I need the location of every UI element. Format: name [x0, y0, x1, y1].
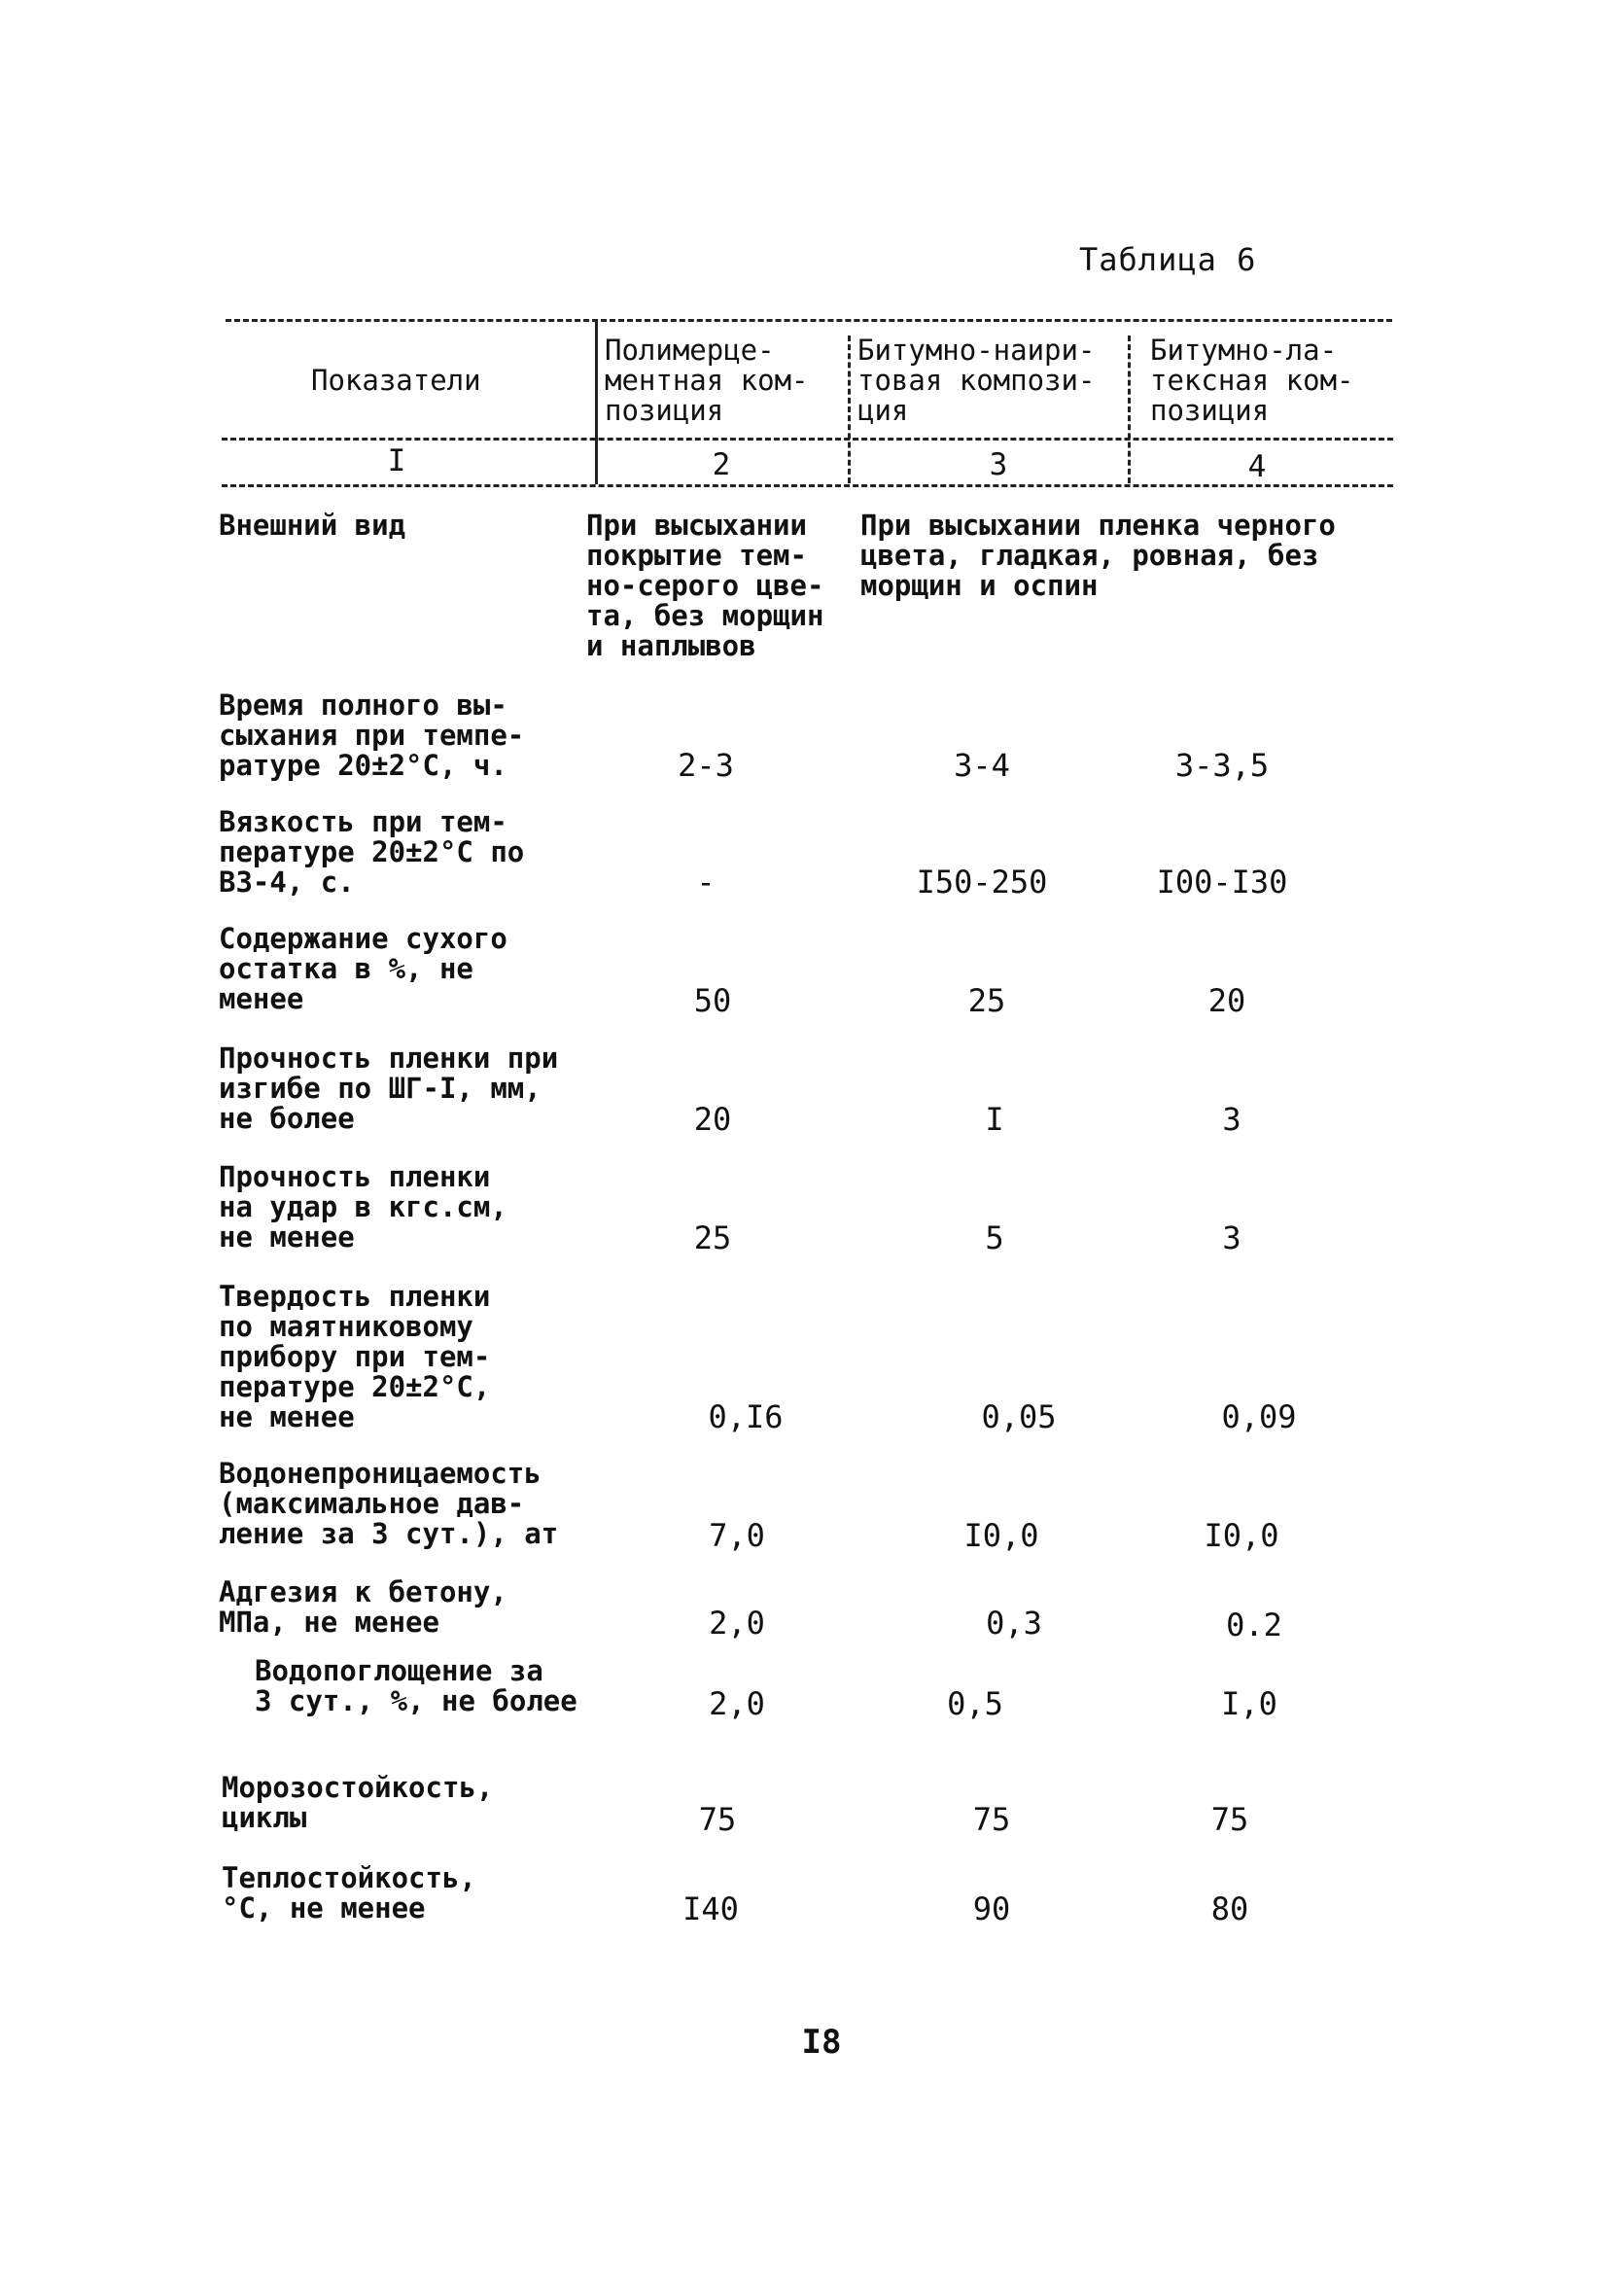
dry-residue-col2: 50 [693, 982, 732, 1019]
viscosity-col2: - [696, 864, 716, 901]
frost-resistance-col2: 75 [698, 1801, 737, 1838]
column-number-3: 3 [989, 447, 1008, 482]
row-label-water-impermeability: Водонепроницаемость (максимальное дав- ление за 3 сут.), ат [219, 1457, 559, 1550]
impact-strength-col3: 5 [985, 1219, 1004, 1256]
bending-strength-col2: 20 [693, 1101, 732, 1138]
heat-resistance-col3: 90 [972, 1890, 1011, 1927]
adhesion-col3: 0,3 [986, 1605, 1042, 1642]
viscosity-col3: I50-250 [916, 864, 1048, 901]
header-polymer-cement: Полимерце- ментная ком- позиция [605, 334, 809, 427]
drying-time-col2: 2-3 [678, 747, 734, 784]
impact-strength-col2: 25 [693, 1219, 732, 1256]
row-label-dry-residue: Содержание сухого остатка в %, не менее [219, 922, 507, 1015]
table-top-rule [226, 319, 1392, 322]
adhesion-col2: 2,0 [709, 1605, 765, 1642]
column-number-2: 2 [712, 447, 731, 482]
numbers-bottom-rule [222, 484, 1393, 487]
frost-resistance-col3: 75 [972, 1801, 1011, 1838]
bending-strength-col3: I [985, 1101, 1004, 1138]
row-label-hardness: Твердость пленки по маятниковому прибору при тем- пературе 20±2°С, не менее [219, 1280, 491, 1433]
hardness-col3: 0,05 [981, 1398, 1057, 1435]
drying-time-col4: 3-3,5 [1174, 747, 1270, 784]
drying-time-col3: 3-4 [954, 747, 1010, 784]
impact-strength-col4: 3 [1222, 1219, 1241, 1256]
appearance-bitumen: При высыхании пленка черного цвета, гладкая, ровная, без морщин и оспин [860, 509, 1336, 602]
header-indicators: Показатели [311, 364, 481, 397]
column-divider-2 [848, 336, 851, 483]
header-bottom-rule [222, 438, 1393, 441]
row-label-viscosity: Вязкость при тем- пературе 20±2°С по ВЗ-4, с. [219, 805, 525, 899]
heat-resistance-col2: I40 [682, 1890, 739, 1927]
water-absorption-col3: 0,5 [947, 1685, 1003, 1722]
column-number-4: 4 [1247, 449, 1267, 484]
dry-residue-col3: 25 [967, 982, 1006, 1019]
frost-resistance-col4: 75 [1210, 1801, 1249, 1838]
dry-residue-col4: 20 [1207, 982, 1246, 1019]
hardness-col2: 0,I6 [708, 1398, 784, 1435]
table-title: Таблица 6 [1079, 241, 1257, 278]
header-bitumen-nairit: Битумно-наири- товая компози- ция [857, 334, 1096, 427]
viscosity-col4: I00-I30 [1156, 864, 1288, 901]
row-label-drying-time: Время полного вы- сыхания при темпе- ратуре 20±2°С, ч. [219, 689, 525, 782]
column-divider-1 [595, 321, 598, 484]
bending-strength-col4: 3 [1222, 1101, 1241, 1138]
page-number: I8 [801, 2023, 842, 2062]
row-label-heat-resistance: Теплостойкость, °С, не менее [222, 1861, 476, 1925]
column-number-1: I [387, 443, 406, 478]
heat-resistance-col4: 80 [1210, 1890, 1249, 1927]
water-impermeability-col2: 7,0 [709, 1517, 765, 1554]
row-label-appearance: Внешний вид [219, 509, 406, 542]
water-impermeability-col3: I0,0 [963, 1517, 1039, 1554]
water-absorption-col4: I,0 [1221, 1685, 1277, 1722]
water-absorption-col2: 2,0 [709, 1685, 765, 1722]
hardness-col4: 0,09 [1221, 1398, 1297, 1435]
row-label-water-absorption: Водопоглощение за 3 сут., %, не более [255, 1654, 577, 1717]
row-label-adhesion: Адгезия к бетону, МПа, не менее [219, 1575, 507, 1639]
row-label-impact-strength: Прочность пленки на удар в кгс.см, не менее [219, 1160, 507, 1254]
row-label-frost-resistance: Морозостойкость, циклы [222, 1771, 494, 1834]
appearance-polymer-cement: При высыхании покрытие тем- но-серого цве- та, без морщин и наплывов [586, 509, 824, 662]
adhesion-col4: 0.2 [1226, 1607, 1282, 1643]
header-bitumen-latex: Битумно-ла- тексная ком- позиция [1150, 334, 1354, 427]
column-divider-3 [1128, 336, 1131, 483]
row-label-bending-strength: Прочность пленки при изгибе по ШГ-I, мм, не более [219, 1042, 559, 1135]
water-impermeability-col4: I0,0 [1204, 1517, 1279, 1554]
